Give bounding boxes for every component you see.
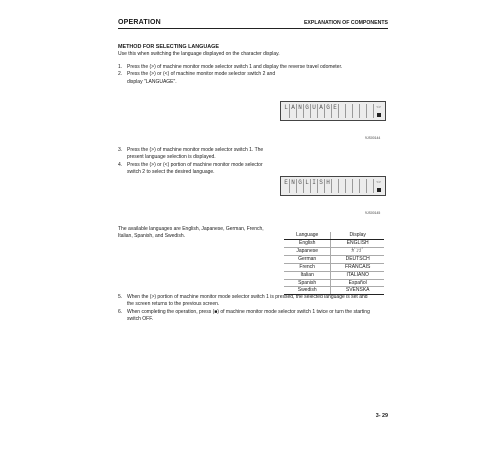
figure-code: 9JS00144 <box>365 136 381 140</box>
step-text: switch 2 to select the desired language. <box>127 169 215 176</box>
display-cell <box>360 104 367 111</box>
display-row-top <box>283 104 383 111</box>
table-cell: Español <box>331 279 384 287</box>
display-cell <box>360 111 367 118</box>
table-cell: German <box>284 255 331 263</box>
table-cell: ｶﾞﾝｺﾞ <box>331 247 384 255</box>
step-number: 3. <box>118 147 123 153</box>
display-cell <box>325 186 332 193</box>
step-text: When completing the operation, press (■) of machine monitor mode selector switch 1 twice or turn the starting <box>127 308 370 315</box>
step-item <box>118 294 398 309</box>
display-cell <box>311 111 318 118</box>
display-cell: I <box>311 179 318 186</box>
display-cell: S <box>318 179 325 186</box>
display-cell: U <box>311 104 318 111</box>
display-cell: E <box>283 179 290 186</box>
display-cell <box>332 111 339 118</box>
table-cell: English <box>284 240 331 248</box>
display-cell <box>339 104 346 111</box>
step-number: 1. <box>118 64 123 70</box>
square-icon <box>377 188 381 192</box>
display-cell <box>339 179 346 186</box>
display-cell: G <box>304 104 311 111</box>
display-row-bottom <box>283 186 383 193</box>
display-cell <box>353 104 360 111</box>
display-cell: E <box>332 104 339 111</box>
step-number: 5. <box>118 294 123 300</box>
table-cell: ENGLISH <box>331 240 384 248</box>
step-text: display "LANGUAGE". <box>127 78 177 85</box>
character-display-english <box>280 176 386 196</box>
step-item <box>118 64 418 71</box>
step-item <box>118 162 318 177</box>
display-cell <box>367 104 374 111</box>
display-cell <box>339 111 346 118</box>
display-cell <box>304 186 311 193</box>
step-item <box>118 309 398 324</box>
table-cell: Swedish <box>284 287 331 295</box>
display-cell <box>367 111 374 118</box>
display-cell: G <box>325 104 332 111</box>
header-title: OPERATION <box>118 19 161 26</box>
display-cell <box>346 111 353 118</box>
display-cell: A <box>290 104 297 111</box>
display-cell: G <box>297 179 304 186</box>
table-row <box>284 271 384 279</box>
display-cell <box>304 111 311 118</box>
display-cell <box>353 179 360 186</box>
table-cell: Japanese <box>284 247 331 255</box>
table-row <box>284 255 384 263</box>
display-cell <box>325 111 332 118</box>
display-cell <box>346 186 353 193</box>
table-cell: Spanish <box>284 279 331 287</box>
display-cell <box>290 111 297 118</box>
table-cell: FRANCAIS <box>331 263 384 271</box>
table-cell: French <box>284 263 331 271</box>
display-cell <box>339 186 346 193</box>
display-cell <box>283 111 290 118</box>
table-row <box>284 247 384 255</box>
display-cell <box>332 179 339 186</box>
section-subtitle: Use this when switching the language displayed on the character display. <box>118 51 280 57</box>
display-cell: N <box>297 104 304 111</box>
display-cell <box>318 111 325 118</box>
display-cell <box>290 186 297 193</box>
display-cell: L <box>283 104 290 111</box>
figure-code: 9JS00145 <box>365 211 381 215</box>
display-cell <box>297 111 304 118</box>
display-cell <box>346 179 353 186</box>
step-number: 4. <box>118 161 123 168</box>
display-cell <box>367 186 374 193</box>
step-text: When the (>) portion of machine monitor mode selector switch 1 is pressed, the selected language is set and <box>127 294 368 300</box>
step-number: 6. <box>118 308 123 315</box>
steps-5-6 <box>118 294 398 324</box>
display-cell <box>332 186 339 193</box>
square-icon <box>377 113 381 117</box>
available-languages-text <box>118 226 288 241</box>
step-text: switch OFF. <box>127 316 154 323</box>
table-cell: DEUTSCH <box>331 255 384 263</box>
step-text: Press the (>) or (<) portion of machine monitor mode selector <box>127 161 263 168</box>
character-display-language <box>280 101 386 121</box>
steps-3-4 <box>118 147 318 177</box>
display-cell <box>360 186 367 193</box>
display-cell <box>318 186 325 193</box>
display-cell <box>353 186 360 193</box>
arrows-icon: <> <box>376 179 381 184</box>
display-cell <box>353 111 360 118</box>
display-cell <box>283 186 290 193</box>
display-cell: H <box>325 179 332 186</box>
section-title: METHOD FOR SELECTING LANGUAGE <box>118 44 219 50</box>
display-row-top <box>283 179 383 186</box>
step-text: Press the (>) of machine monitor mode selector switch 1 and display the reverse travel odometer. <box>127 64 343 70</box>
page-number: 3- 29 <box>375 413 388 419</box>
arrows-icon: <> <box>376 104 381 109</box>
step-item <box>118 71 418 86</box>
steps-1-2 <box>118 64 418 86</box>
table-row <box>284 240 384 248</box>
display-cell <box>360 179 367 186</box>
step-text: present language selection is displayed. <box>127 154 216 161</box>
display-cell: N <box>290 179 297 186</box>
table-cell: SVENSKA <box>331 287 384 295</box>
step-item <box>118 147 318 162</box>
column-header: Display <box>331 232 384 240</box>
display-cell <box>311 186 318 193</box>
table-cell: Italian <box>284 271 331 279</box>
display-row-bottom <box>283 111 383 118</box>
table-cell: ITALIANO <box>331 271 384 279</box>
step-text: Press the (>) or (<) of machine monitor mode selector switch 2 and <box>127 71 276 78</box>
language-table <box>284 232 384 295</box>
table-row <box>284 279 384 287</box>
header-chapter: EXPLANATION OF COMPONENTS <box>303 20 388 26</box>
display-cell <box>367 179 374 186</box>
display-cell <box>346 104 353 111</box>
step-text: the screen returns to the previous screen. <box>127 301 220 308</box>
display-cell <box>297 186 304 193</box>
column-header: Language <box>284 232 331 240</box>
display-cell: L <box>304 179 311 186</box>
table-header-row <box>284 232 384 240</box>
step-number: 2. <box>118 71 123 78</box>
paragraph-line: The available languages are English, Japanese, German, French, <box>118 226 264 232</box>
header-rule <box>118 28 388 29</box>
step-text: Press the (>) of machine monitor mode selector switch 1. The <box>127 147 264 153</box>
table-row <box>284 263 384 271</box>
display-cell: A <box>318 104 325 111</box>
paragraph-line: Italian, Spanish, and Swedish. <box>118 233 185 240</box>
